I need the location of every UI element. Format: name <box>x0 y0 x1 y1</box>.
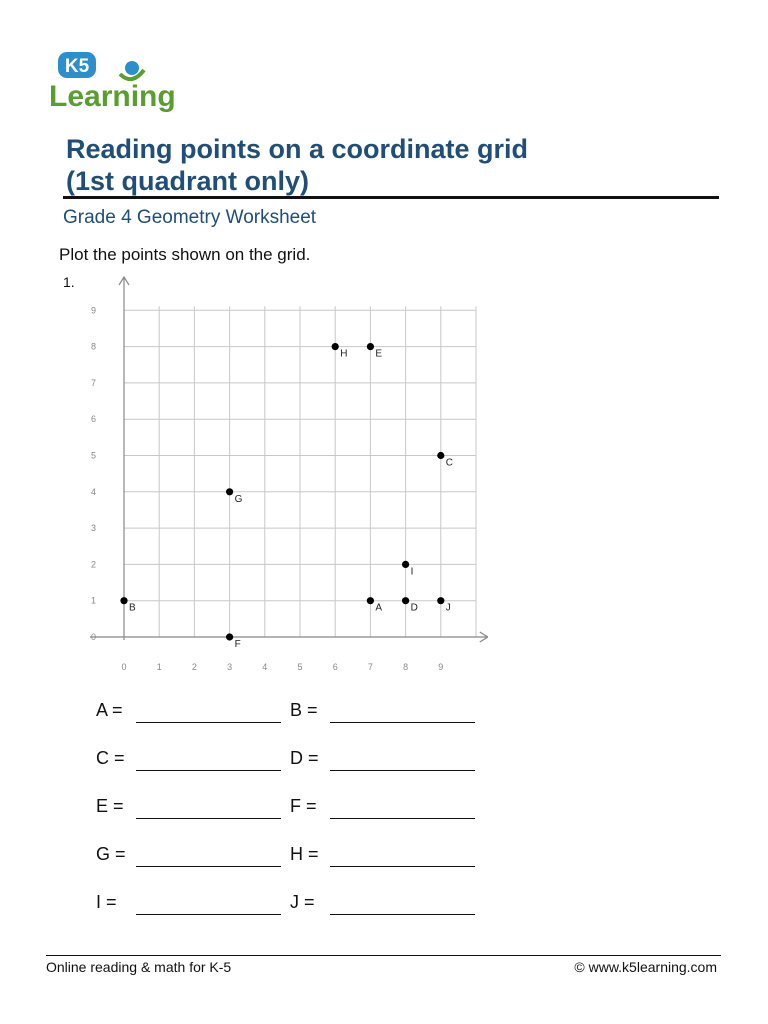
answer-row <box>96 748 286 772</box>
data-point-label: J <box>445 602 451 614</box>
x-tick-label: 1 <box>156 662 162 672</box>
answer-blank-field[interactable] <box>136 722 281 723</box>
answer-row <box>290 796 480 820</box>
x-tick-label: 9 <box>438 662 444 672</box>
answer-blank-field[interactable] <box>330 722 475 723</box>
y-tick-label: 2 <box>90 559 96 570</box>
y-tick-label: 8 <box>90 341 96 352</box>
answer-label: J = <box>290 892 315 912</box>
y-tick-label: 1 <box>90 595 96 606</box>
question-number: 1. <box>63 274 75 290</box>
x-tick-label: 0 <box>121 662 127 672</box>
logo-figure-head-icon <box>125 61 139 75</box>
data-point-f <box>226 633 233 640</box>
data-point-label: G <box>234 493 243 505</box>
data-point-g <box>226 488 233 495</box>
answer-label: I = <box>96 892 117 912</box>
answer-label: G = <box>96 844 126 864</box>
footer-website: © www.k5learning.com <box>574 959 717 975</box>
data-point-i <box>402 561 409 568</box>
answer-label: C = <box>96 748 125 768</box>
data-point-label: B <box>129 602 136 614</box>
answer-row <box>96 844 286 868</box>
logo-badge-text: K5 <box>64 56 90 77</box>
y-tick-label: 3 <box>90 523 96 534</box>
answer-blank-field[interactable] <box>136 818 281 819</box>
answer-label: A = <box>96 700 123 720</box>
data-point-label: I <box>410 566 414 578</box>
y-tick-label: 4 <box>90 486 96 497</box>
answer-blank-field[interactable] <box>136 914 281 915</box>
k5-learning-logo <box>46 48 188 114</box>
x-tick-label: 3 <box>227 662 233 672</box>
answer-blank-field[interactable] <box>330 914 475 915</box>
logo-wordmark: Learning <box>49 80 176 113</box>
answer-label: F = <box>290 796 317 816</box>
data-point-label: C <box>445 457 454 469</box>
answer-label: E = <box>96 796 124 816</box>
y-tick-label: 9 <box>90 305 96 316</box>
x-tick-label: 8 <box>403 662 409 672</box>
answer-row <box>290 844 480 868</box>
coordinate-grid <box>78 268 488 680</box>
answer-row <box>96 796 286 820</box>
y-tick-label: 5 <box>90 450 96 461</box>
answer-blanks <box>96 700 496 930</box>
answer-blank-field[interactable] <box>330 818 475 819</box>
answer-row <box>290 892 480 916</box>
footer-divider <box>46 955 721 956</box>
answer-blank-field[interactable] <box>136 770 281 771</box>
answer-blank-field[interactable] <box>136 866 281 867</box>
data-point-h <box>332 343 339 350</box>
answer-label: B = <box>290 700 318 720</box>
data-point-d <box>402 597 409 604</box>
page-title <box>66 133 706 197</box>
answer-row <box>96 892 286 916</box>
answer-row <box>290 700 480 724</box>
footer-tagline: Online reading & math for K-5 <box>46 959 232 975</box>
data-point-b <box>120 597 127 604</box>
data-point-e <box>367 343 374 350</box>
x-tick-label: 5 <box>297 662 303 672</box>
data-point-label: E <box>375 348 383 360</box>
x-tick-label: 7 <box>367 662 373 672</box>
data-point-j <box>437 597 444 604</box>
y-tick-label: 6 <box>90 414 96 425</box>
answer-blank-field[interactable] <box>330 770 475 771</box>
title-divider <box>63 196 719 199</box>
data-point-label: H <box>340 348 348 360</box>
answer-row <box>96 700 286 724</box>
y-tick-label: 0 <box>90 632 96 642</box>
data-point-a <box>367 597 374 604</box>
answer-label: H = <box>290 844 319 864</box>
x-tick-label: 6 <box>332 662 338 672</box>
x-tick-label: 4 <box>262 662 268 672</box>
data-point-label: F <box>234 639 241 650</box>
data-point-label: A <box>375 602 383 614</box>
x-tick-label: 2 <box>191 662 197 672</box>
instruction-text: Plot the points shown on the grid. <box>59 245 311 264</box>
data-point-c <box>437 452 444 459</box>
answer-blank-field[interactable] <box>330 866 475 867</box>
answer-label: D = <box>290 748 319 768</box>
answer-row <box>290 748 480 772</box>
y-tick-label: 7 <box>90 377 96 388</box>
title-line-2: (1st quadrant only) <box>66 166 310 196</box>
worksheet-subtitle: Grade 4 Geometry Worksheet <box>63 207 317 228</box>
title-line-1: Reading points on a coordinate grid <box>66 134 529 164</box>
data-point-label: D <box>410 602 418 614</box>
